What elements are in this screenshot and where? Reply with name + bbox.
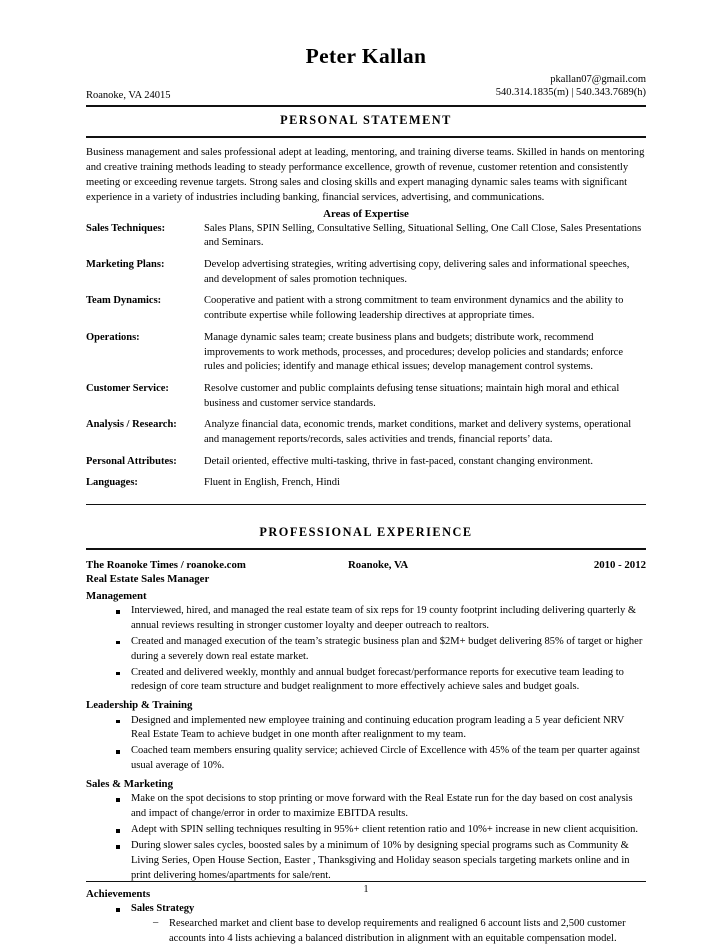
contact-address: Roanoke, VA 24015: [86, 89, 171, 101]
group-heading-leadership-training: Leadership & Training: [86, 699, 193, 712]
group-heading-management: Management: [86, 589, 147, 602]
bullet-list-sales-marketing: [86, 792, 646, 883]
job-company: The Roanoke Times / roanoke.com: [86, 559, 246, 571]
list-item: Adept with SPIN selling techniques resulting in 95%+ client retention ratio and 10%+ increase in new client acquisition.: [115, 823, 646, 838]
expertise-label: Languages:: [86, 477, 138, 489]
list-item: During slower sales cycles, boosted sales by a minimum of 10% by designing special programs such as Community & Living Series, Open House Section, Easter , Thanksgiving and Holiday season specials targeting markets online and in print delivering homes/apartments for sale/rent.: [115, 839, 646, 884]
table-row: [86, 331, 646, 382]
contact-phones: 540.314.1835(m) | 540.343.7689(h): [495, 87, 646, 99]
list-item: Created and managed execution of the team’s strategic business plan and $2M+ budget delivering 85% of target or higher during a severely down real estate market.: [115, 635, 646, 665]
resume-content: [86, 0, 646, 948]
group-heading-achievements: Achievements: [86, 887, 151, 900]
table-row: [86, 455, 646, 477]
list-item: – Researched market and client base to develop requirements and realigned 6 account lists and 2,500 customer accounts into 4 lists achieving a balanced distribution in alignment with an equitable compensation model.: [153, 917, 646, 947]
page-footer: [86, 881, 646, 895]
list-item: Designed and implemented new employee training and continuing education program leading a 5 year deficient NRV Real Estate Team to achieve budget in one month after realignment to my team.: [115, 714, 646, 744]
section-title-personal-statement: PERSONAL STATEMENT: [280, 112, 452, 127]
expertise-label: Operations:: [86, 331, 140, 343]
expertise-label: Team Dynamics:: [86, 295, 162, 307]
areas-of-expertise-title: Areas of Expertise: [323, 207, 409, 220]
expertise-value: Analyze financial data, economic trends, market conditions, market and delivery systems, operational and management reports/records, sales activities and trends, financial reports’ data.: [204, 419, 632, 445]
table-row: [86, 258, 646, 294]
section-title-professional-experience: PROFESSIONAL EXPERIENCE: [259, 525, 473, 539]
page-number: 1: [363, 884, 369, 895]
expertise-value: Manage dynamic sales team; create business plans and budgets; distribute work, recommend improvements to work methods, processes, and procedures; develop policies and standards; enforce rules and policies; identify and manage ethical issues; develop management control systems.: [204, 331, 624, 373]
expertise-value: Fluent in English, French, Hindi: [204, 477, 340, 489]
summary-paragraph: Business management and sales professional adept at leading, mentoring, and training diverse teams. Skilled in hands on mentoring and creative training methods leading to steady performance excellence, growth of revenue, customer retention and consistently meeting or exceeding revenue targets. Strong sales and closing skills and expert managing dynamic sales teams with significant experience in a variety of industries including banking, financial services, advertising, and communications.: [86, 146, 645, 203]
list-item: Make on the spot decisions to stop printing or move forward with the Real Estate run for the day based on cost analysis and impact of change/error in order to maximize EBITDA results.: [115, 792, 646, 822]
group-heading-sales-marketing: Sales & Marketing: [86, 778, 173, 791]
section-spacer: [86, 505, 646, 519]
table-row: [86, 382, 646, 418]
expertise-label: Personal Attributes:: [86, 455, 177, 467]
table-row: [86, 294, 646, 330]
bullet-list-management: [86, 604, 646, 695]
job-dates: 2010 - 2012: [593, 559, 646, 571]
sub-bullet-list-sales-strategy: [131, 917, 646, 947]
job-title: Real Estate Sales Manager: [86, 573, 210, 586]
expertise-label: Marketing Plans:: [86, 259, 165, 271]
expertise-label: Sales Techniques:: [86, 222, 166, 234]
table-row: [86, 418, 646, 454]
job-location: Roanoke, VA: [348, 559, 409, 571]
expertise-label: Customer Service:: [86, 382, 169, 394]
list-item: Created and delivered weekly, monthly and annual budget forecast/performance reports for executive team leading to redesign of core team structure and budget realignment to more effectively achieve sales and budget goals.: [115, 666, 646, 696]
candidate-name: Peter Kallan: [305, 44, 427, 68]
bullet-list-leadership-training: [86, 714, 646, 775]
table-row: [86, 476, 646, 498]
subgroup-title: Sales Strategy: [131, 902, 195, 914]
job-header: [86, 550, 646, 572]
list-item: [115, 902, 646, 947]
areas-of-expertise-table: [86, 222, 646, 498]
bullet-list-achievements: [86, 902, 646, 947]
contact-email: pkallan07@gmail.com: [550, 73, 646, 85]
expertise-value: Detail oriented, effective multi-tasking, thrive in fast-paced, constant changing environment.: [204, 455, 594, 467]
expertise-value: Sales Plans, SPIN Selling, Consultative Selling, Situational Selling, One Call Close, Sales Presentations and Seminars.: [204, 222, 642, 249]
expertise-value: Cooperative and patient with a strong commitment to team environment dynamics and the ability to contribute expertise while following leadership directives at appropriate times.: [204, 295, 624, 322]
contact-block: [86, 73, 646, 103]
expertise-label: Analysis / Research:: [86, 419, 177, 431]
list-item: Coached team members ensuring quality service; achieved Circle of Excellence with 45% of the team per quarter against usual average of 10%.: [115, 744, 646, 774]
expertise-value: Develop advertising strategies, writing advertising copy, delivering sales and informational speeches, and development of sales promotion techniques.: [204, 259, 630, 285]
expertise-value: Resolve customer and public complaints defusing tense situations; maintain high moral and ethical business and customer service standards.: [204, 382, 620, 409]
list-item: Interviewed, hired, and managed the real estate team of six reps for 19 county footprint including delivering quarterly & annual reviews resulting in stronger customer loyalty and deeper outreach to realtors.: [115, 604, 646, 634]
table-row: [86, 222, 646, 258]
